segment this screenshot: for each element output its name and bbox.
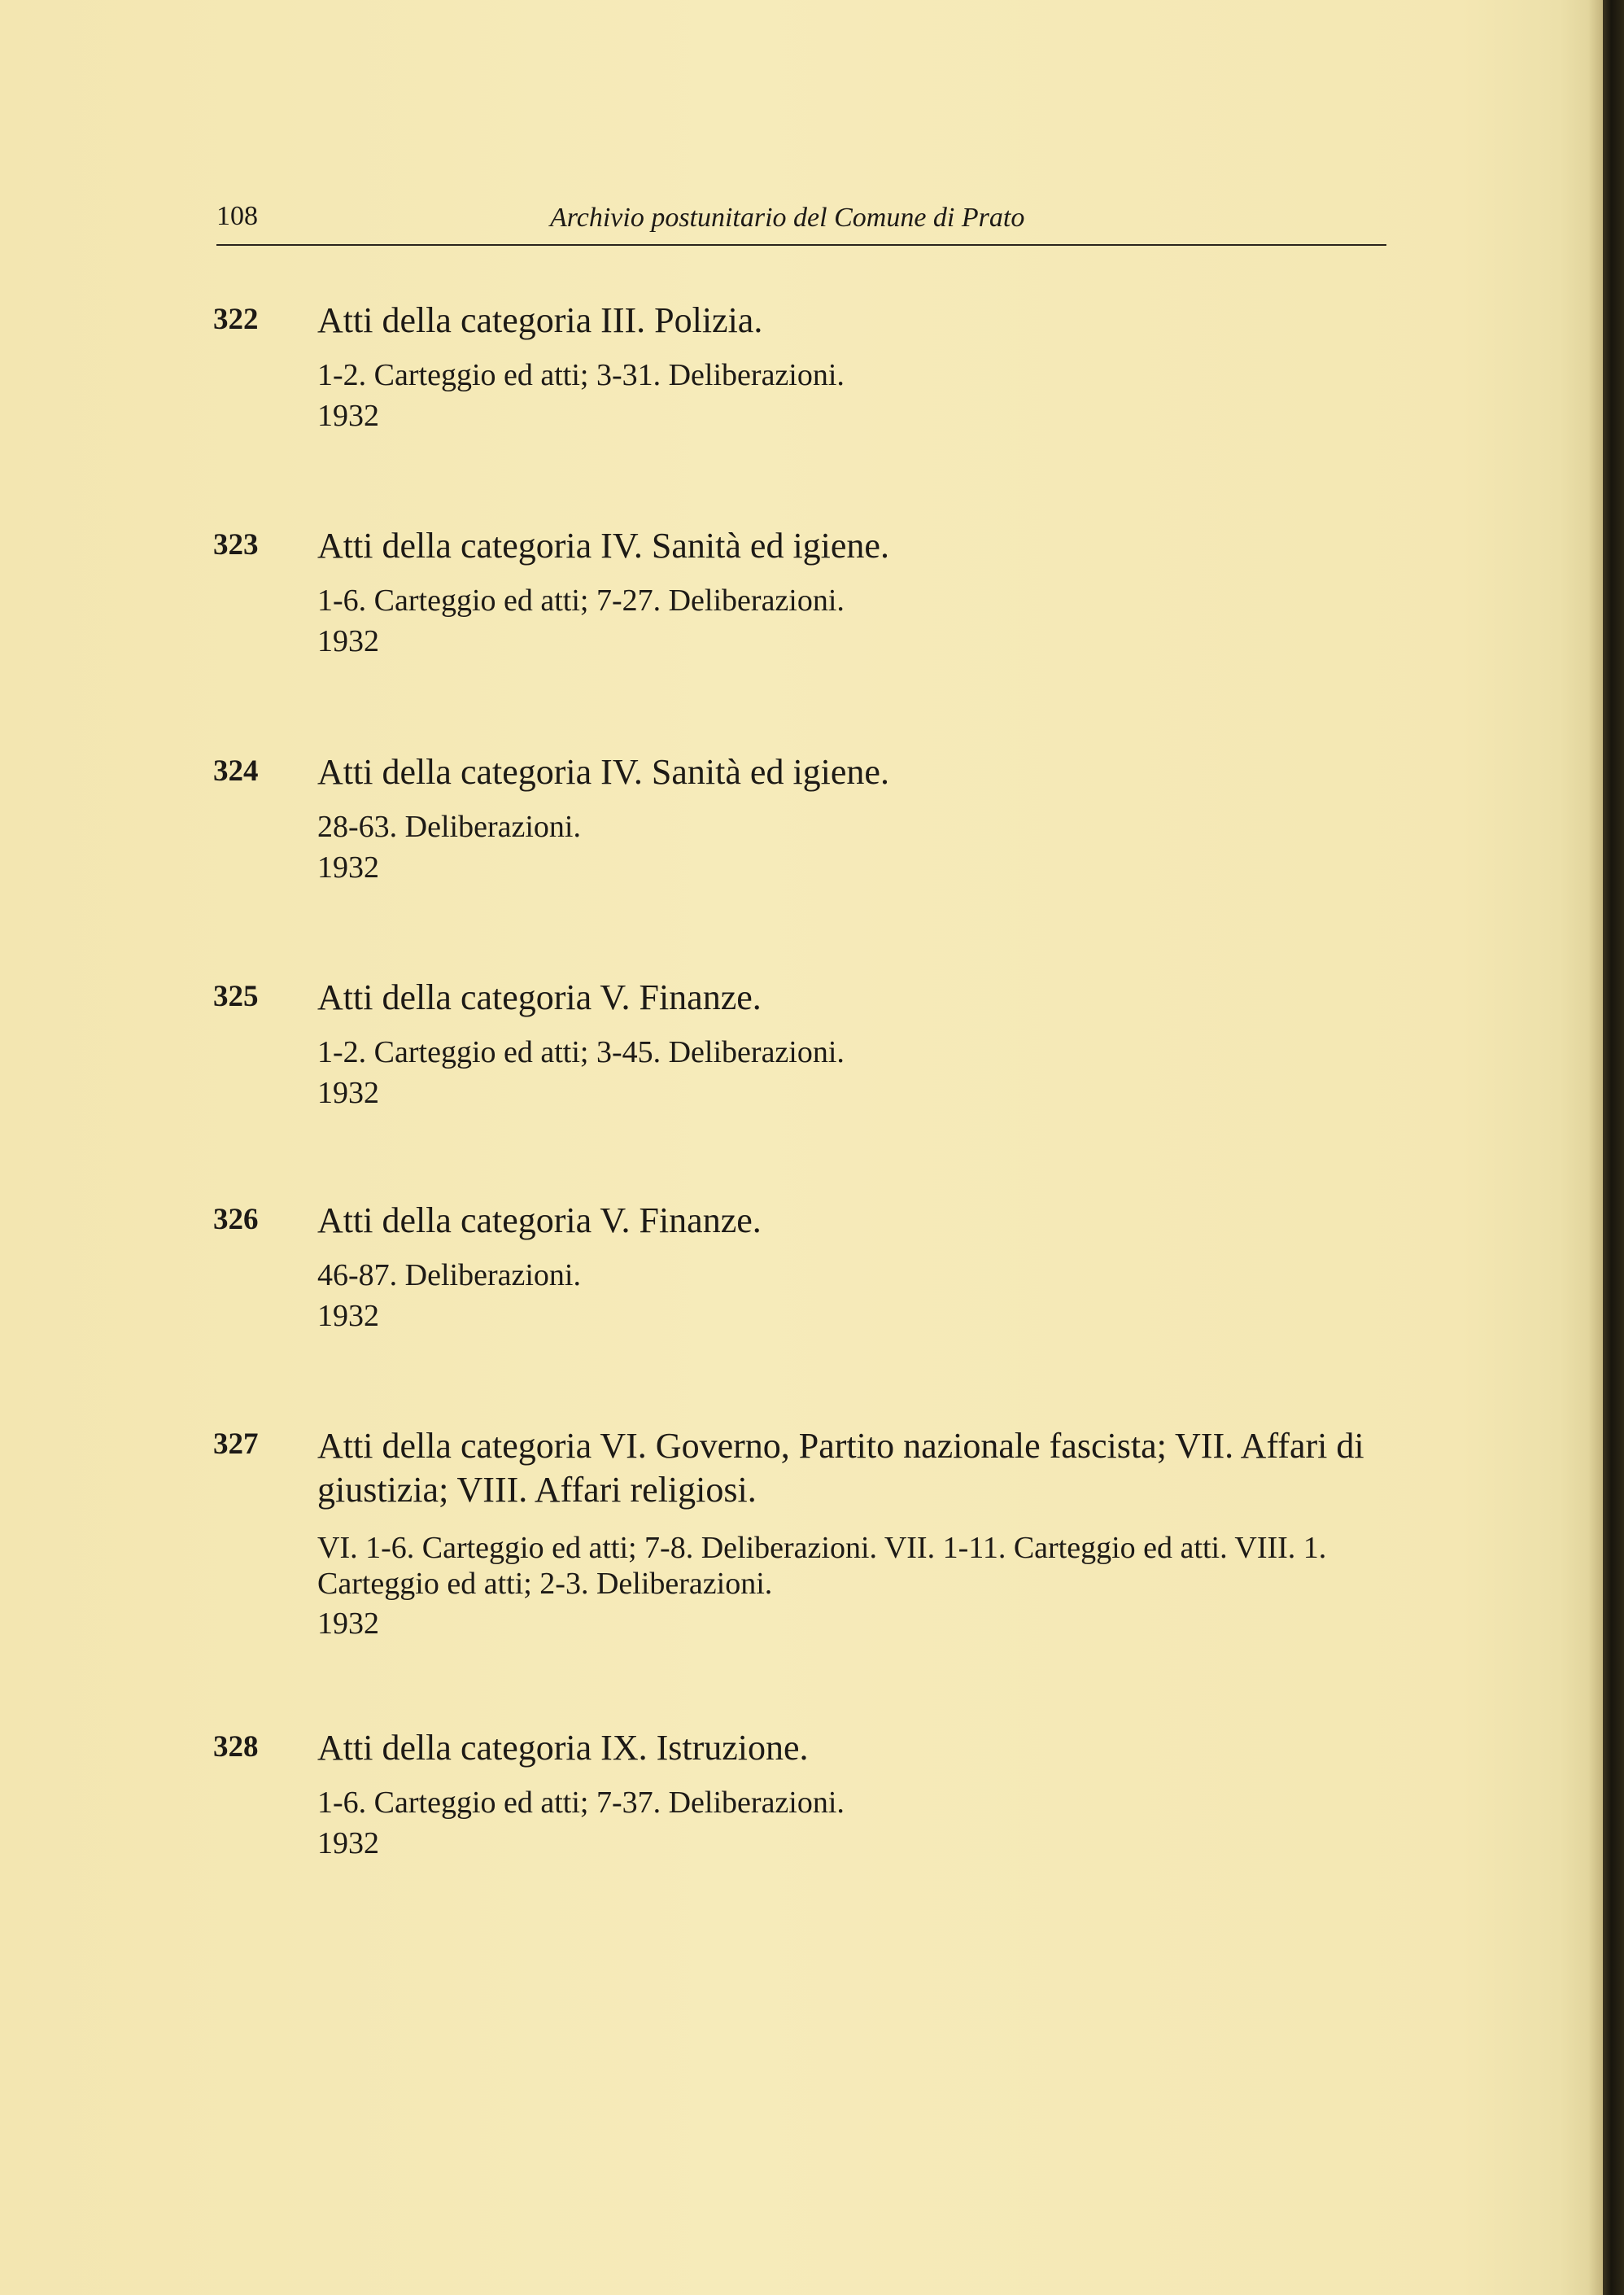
running-title: Archivio postunitario del Comune di Prato — [550, 203, 1025, 233]
entry-number: 325 — [213, 980, 259, 1013]
entry-body — [317, 1727, 1383, 1862]
entry-number: 326 — [213, 1203, 259, 1236]
entry-content: 28-63. Deliberazioni. — [317, 810, 581, 844]
entry-body — [317, 525, 1383, 660]
entry-content: 1-2. Carteggio ed atti; 3-45. Deliberazioni. — [317, 1035, 845, 1069]
page-header — [216, 199, 1386, 246]
entry-year: 1932 — [317, 399, 379, 433]
entry-number: 324 — [213, 754, 259, 788]
entry-content: 1-2. Carteggio ed atti; 3-31. Deliberazioni. — [317, 358, 845, 392]
entry-title: Atti della categoria IX. Istruzione. — [317, 1728, 809, 1768]
entry-body — [317, 1200, 1383, 1335]
page-edge-shadow — [1588, 0, 1603, 2295]
entry-number: 327 — [213, 1427, 259, 1461]
entry-year: 1932 — [317, 1299, 379, 1333]
entry-title: Atti della categoria V. Finanze. — [317, 977, 762, 1017]
page-edge — [1603, 0, 1624, 2295]
entry-body — [317, 751, 1383, 886]
entry-title: Atti della categoria V. Finanze. — [317, 1200, 762, 1240]
entry-title: Atti della categoria IV. Sanità ed igiene. — [317, 752, 889, 792]
entry-year: 1932 — [317, 1606, 379, 1641]
entry-content: 1-6. Carteggio ed atti; 7-27. Deliberazioni. — [317, 584, 845, 618]
entry-title: Atti della categoria VI. Governo, Partito nazionale fascista; VII. Affari di giustizia; VIII. Affari religiosi. — [317, 1426, 1364, 1510]
entry-year: 1932 — [317, 850, 379, 885]
entry-body — [317, 977, 1383, 1112]
entry-number: 322 — [213, 303, 259, 336]
entry-number: 323 — [213, 528, 259, 562]
entry-title: Atti della categoria IV. Sanità ed igiene. — [317, 526, 889, 566]
entry-title: Atti della categoria III. Polizia. — [317, 300, 763, 340]
entry-year: 1932 — [317, 624, 379, 658]
entry-body — [317, 1424, 1383, 1642]
entry-year: 1932 — [317, 1076, 379, 1110]
entry-content: VI. 1-6. Carteggio ed atti; 7-8. Deliberazioni. VII. 1-11. Carteggio ed atti. VIII. 1. Carteggio ed atti; 2-3. Deliberazioni. — [317, 1531, 1327, 1601]
entry-content: 46-87. Deliberazioni. — [317, 1258, 581, 1292]
page-number: 108 — [216, 201, 258, 231]
entry-year: 1932 — [317, 1826, 379, 1860]
entry-content: 1-6. Carteggio ed atti; 7-37. Deliberazioni. — [317, 1786, 845, 1820]
entry-body — [317, 299, 1383, 435]
entry-number: 328 — [213, 1730, 259, 1764]
